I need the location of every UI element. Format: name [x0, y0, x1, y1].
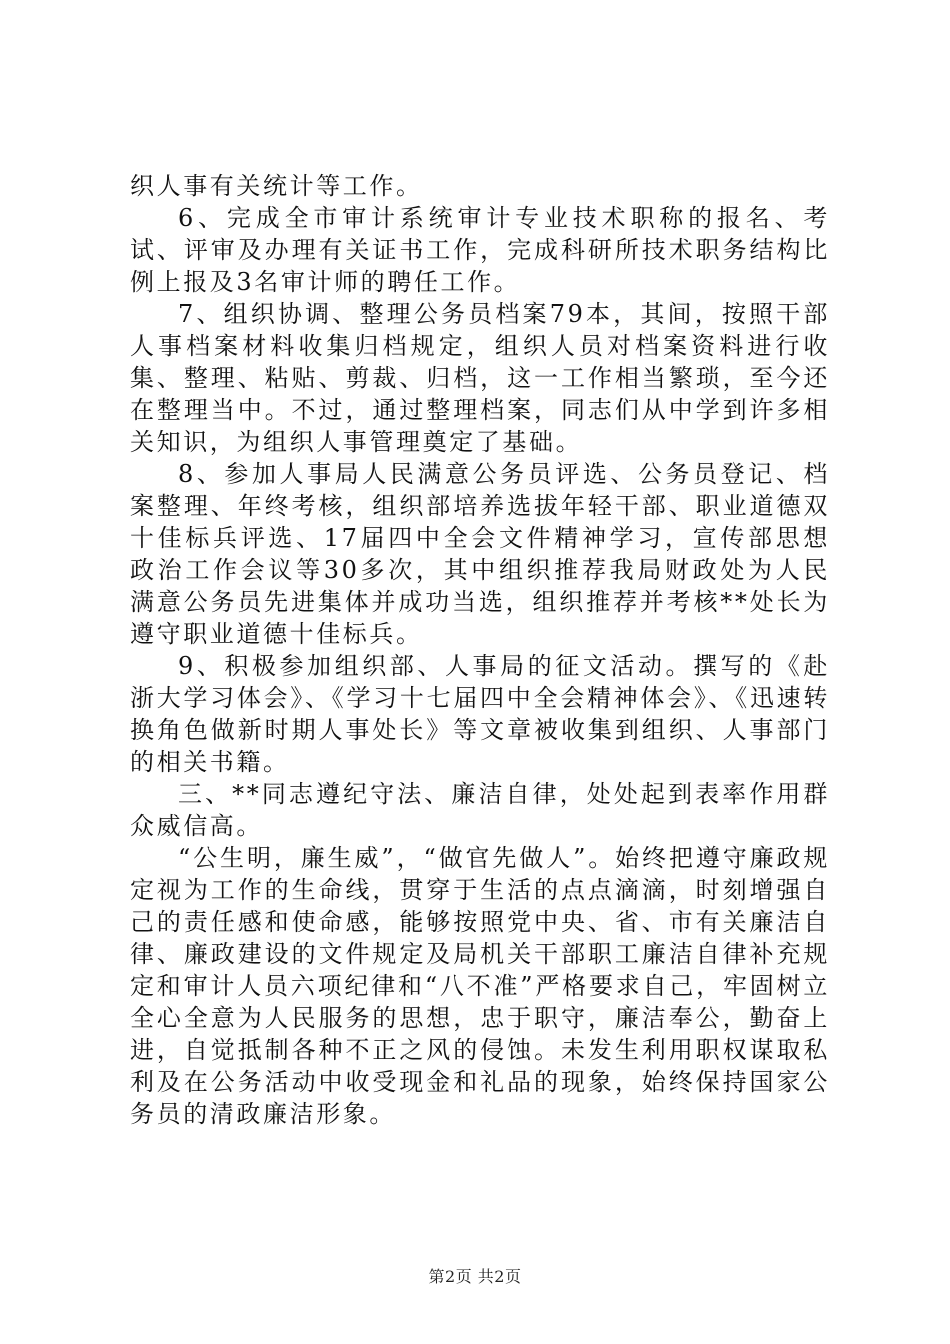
page-number-footer: 第2页 共2页 [428, 1267, 522, 1286]
section-heading-three: 三、**同志遵纪守法、廉洁自律，处处起到表率作用群众威信高。 [130, 780, 830, 840]
paragraph-continuation: 织人事有关统计等工作。 [130, 172, 423, 200]
paragraph-item-9: 9、积极参加组织部、人事局的征文活动。撰写的《赴浙大学习体会》、《学习十七届四中全会精神体会》、《迅速转换角色做新时期人事处长》等文章被收集到组织、人事部门的相关书籍。 [130, 652, 830, 776]
paragraph-item-7: 7、组织协调、整理公务员档案79本，其间，按照干部人事档案材料收集归档规定，组织人员对档案资料进行收集、整理、粘贴、剪裁、归档，这一工作相当繁琐，至今还在整理当中。不过，通过整理档案，同志们从中学到许多相关知识，为组织人事管理奠定了基础。 [130, 300, 830, 456]
paragraph-integrity: “公生明，廉生威”，“做官先做人”。始终把遵守廉政规定视为工作的生命线，贯穿于生活的点点滴滴，时刻增强自己的责任感和使命感，能够按照党中央、省、市有关廉洁自律、廉政建设的文件规定及局机关干部职工廉洁自律补充规定和审计人员六项纪律和“八不准”严格要求自己，牢固树立全心全意为人民服务的思想，忠于职守，廉洁奉公，勤奋上进，自觉抵制各种不正之风的侵蚀。未发生利用职权谋取私利及在公务活动中收受现金和礼品的现象，始终保持国家公务员的清政廉洁形象。 [130, 844, 830, 1128]
paragraph-item-6: 6、完成全市审计系统审计专业技术职称的报名、考试、评审及办理有关证书工作，完成科研所技术职务结构比例上报及3名审计师的聘任工作。 [130, 204, 830, 296]
paragraph-item-8: 8、参加人事局人民满意公务员评选、公务员登记、档案整理、年终考核，组织部培养选拔年轻干部、职业道德双十佳标兵评选、17届四中全会文件精神学习，宣传部思想政治工作会议等30多次，其中组织推荐我局财政处为人民满意公务员先进集体并成功当选，组织推荐并考核**处长为遵守职业道德十佳标兵。 [130, 460, 830, 648]
document-body [130, 170, 830, 1130]
